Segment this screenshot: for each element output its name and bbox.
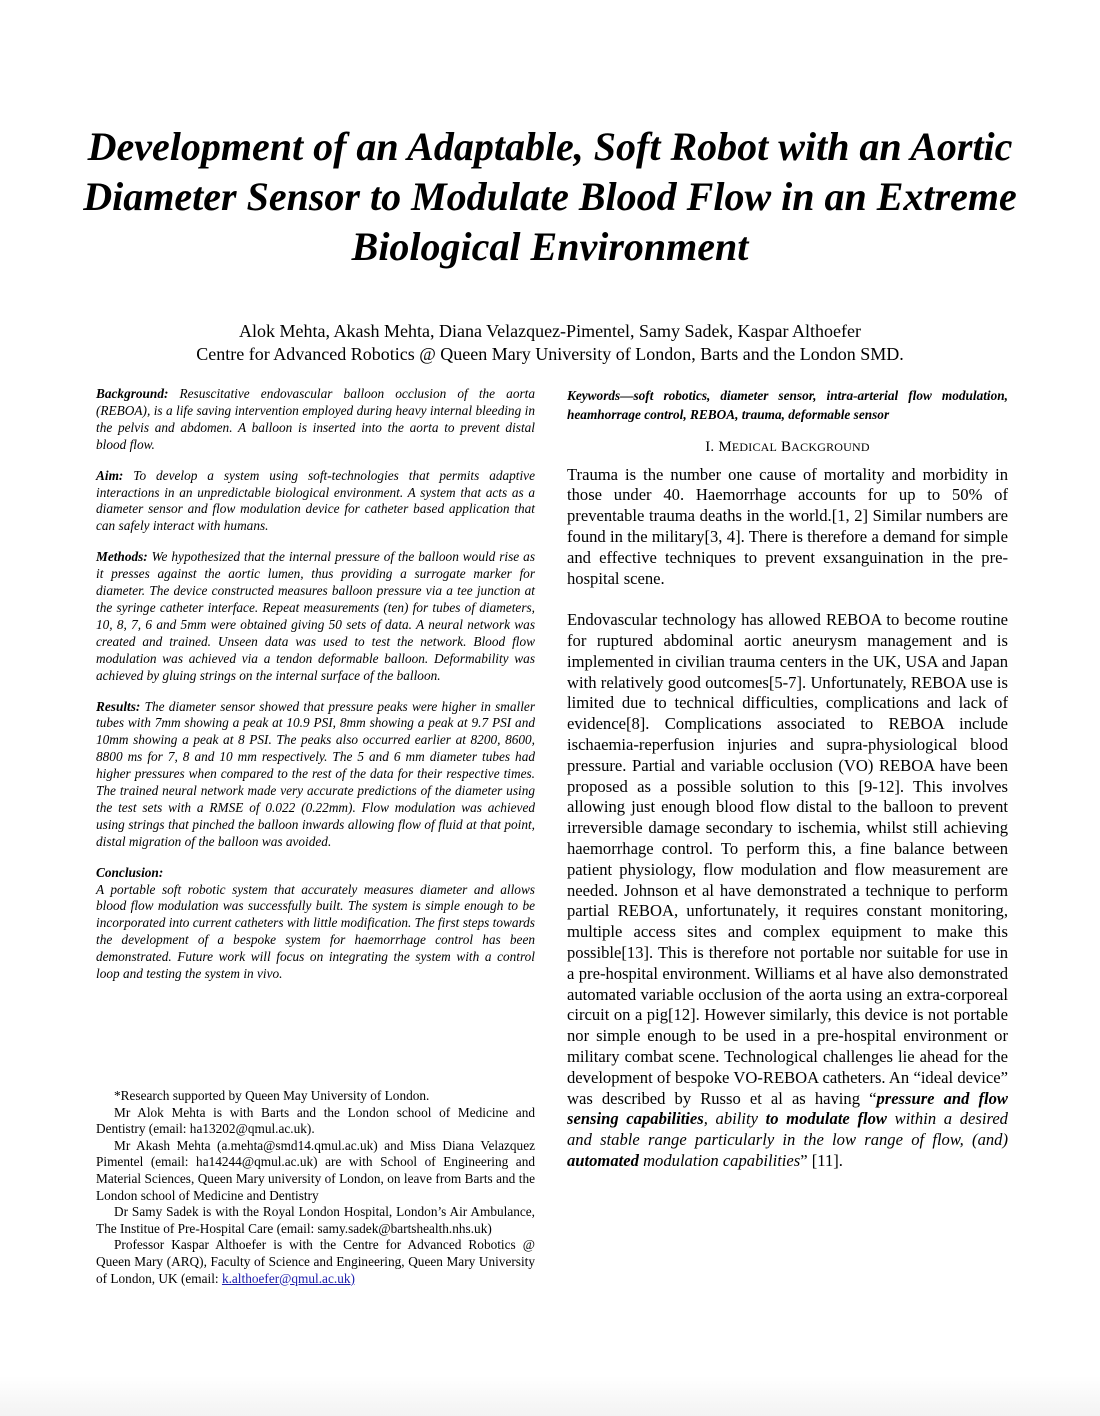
footnote-alok: Mr Alok Mehta is with Barts and the London school of Medicine and Dentistry (email: ha13202@qmul.ac.uk). — [96, 1104, 535, 1137]
footnote-kaspar — [96, 1237, 535, 1287]
main-column — [567, 386, 1008, 1192]
abstract-conclusion-label: Conclusion: — [96, 864, 164, 880]
abstract — [96, 386, 535, 997]
quote-italic-3: modulation capabilities — [638, 1150, 801, 1170]
abstract-aim-text: To develop a system using soft-technologies that permits adaptive interactions in an unpredictable biological environment. A system that acts as a diameter sensor and flow modulation device for catheter based application that can safely interact with humans. — [96, 467, 535, 534]
author-affiliation: Centre for Advanced Robotics @ Queen Mary University of London, Barts and the London SMD. — [196, 344, 904, 364]
section-title-word2-cap: B — [781, 438, 792, 455]
abstract-background-label: Background: — [96, 386, 169, 401]
section-numeral: I. — [705, 438, 715, 455]
abstract-results-text: The diameter sensor showed that pressure peaks were higher in smaller tubes with 7mm showing a peak at 10.9 PSI, 8mm showing a peak at 9.7 PSI and 10mm showing a peak at 8 PSI. The peaks also occurred earlier at 8200, 8600, 8800 ms for 7, 8 and 10 mm respectively. The 5 and 6 mm diameter tubes had higher pressures when compared to the rest of the data for their respective times. The trained neural network made very accurate predictions of the diameter using the test sets with a RMSE of 0.022 (0.22mm). Flow modulation was achieved using strings that pinched the balloon inwards allowing flow of fluid at that point, distal migration of the balloon was avoided. — [96, 698, 535, 849]
quote-bold-1: pressure and flow sensing capabilities — [567, 1088, 1008, 1129]
abstract-results-label: Results: — [96, 698, 141, 714]
section-heading — [567, 437, 1008, 457]
keywords: Keywords—soft robotics, diameter sensor, intra-arterial flow modulation, heamhorrage control, REBOA, trauma, deformable sensor — [567, 388, 1008, 423]
footnotes — [96, 1088, 535, 1287]
footnote-akash-diana: Mr Akash Mehta (a.mehta@smd14.qmul.ac.uk) and Miss Diana Velazquez Pimentel (email: ha14244@qmul.ac.uk) are with School of Engineering and Material Sciences, Queen Mary university of London, on leave from Barts and the London school of Medicine and Dentistry — [96, 1137, 535, 1203]
body-paragraph-2 — [567, 610, 1008, 1172]
quote-italic-2: within a desired and stable range particularly in the low range of flow, (and) — [567, 1109, 1008, 1150]
abstract-background-text: Resuscitative endovascular balloon occlusion of the aorta (REBOA), is a life saving intervention employed during heavy internal bleeding in the pelvis and abdomen. A balloon is inserted into the aorta to prevent distal blood flow. — [96, 386, 535, 452]
author-names: Alok Mehta, Akash Mehta, Diana Velazquez-Pimentel, Samy Sadek, Kaspar Althoefer — [238, 321, 861, 341]
abstract-aim — [96, 468, 535, 536]
footnote-support: *Research supported by Queen May University of London. — [114, 1088, 430, 1103]
abstract-methods-text: We hypothesized that the internal pressure of the balloon would rise as it presses against the aortic lumen, thus providing a surrogate marker for diameter. The device constructed measures balloon pressure via a tee junction at the syringe catheter interface. Repeat measurements (ten) for tubes of diameters, 10, 8, 7, 6 and 5mm were obtained giving 50 sets of data. A neural network was created and trained. Unseen data was used to test the network. Blood flow modulation was achieved via a tendon deformable balloon. Deformability was achieved by gluing strings on the internal surface of the balloon. — [96, 549, 535, 683]
page-bottom-shade — [0, 1376, 1100, 1416]
abstract-results — [96, 699, 535, 851]
section-title-word1-cap: M — [718, 438, 732, 455]
section-title-word1-rest: EDICAL — [731, 439, 778, 454]
paper-title: Development of an Adaptable, Soft Robot with an Aortic Diameter Sensor to Modulate Blood Flow in an Extreme Biological Environment — [83, 124, 1017, 269]
footnote-kaspar-email-link[interactable]: k.althoefer@qmul.ac.uk) — [221, 1270, 355, 1286]
section-title-word2-rest: ACKGROUND — [791, 439, 870, 454]
abstract-background — [96, 386, 535, 454]
abstract-conclusion — [96, 865, 535, 983]
footnote-kaspar-text: Professor Kaspar Althoefer is with the Centre for Advanced Robotics @ Queen Mary (ARQ), Faculty of Science and Engineering, Queen Mary University of London, UK (email: — [96, 1237, 535, 1286]
abstract-methods-label: Methods: — [96, 549, 148, 565]
quote-bold-2: to modulate flow — [765, 1109, 887, 1129]
abstract-aim-label: Aim: — [96, 467, 124, 483]
author-block — [40, 320, 1060, 366]
abstract-conclusion-text: A portable soft robotic system that accurately measures diameter and allows blood flow modulation was successfully built. The system is simple enough to be incorporated into current catheters with little modification. The first steps towards the development of a bespoke system for haemorrhage control has been demonstrated. Future work will focus on integrating the system with a control loop and testing the system in vivo. — [96, 881, 535, 982]
quote-bold-3: automated — [567, 1150, 639, 1170]
quote-italic-1: , ability — [703, 1109, 766, 1129]
footnote-samy: Dr Samy Sadek is with the Royal London Hospital, London’s Air Ambulance, The Institue of Pre-Hospital Care (email: samy.sadek@bartshealth.nhs.uk) — [96, 1204, 535, 1236]
body-paragraph-1: Trauma is the number one cause of mortality and morbidity in those under 40. Haemorrhage accounts for up to 50% of preventable trauma deaths in the world.[1, 2] Similar numbers are found in the military[3, 4]. There is therefore a demand for simple and effective techniques to prevent exsanguination in the pre-hospital scene. — [567, 464, 1008, 588]
quote-citation: ” [11]. — [800, 1150, 843, 1170]
body-paragraph-2-text: Endovascular technology has allowed REBOA to become routine for ruptured abdominal aortic aneurysm management and is implemented in civilian trauma centers in the UK, USA and Japan with relatively good outcomes[5-7]. Unfortunately, REBOA use is limited due to technical difficulties, complications and lack of evidence[8]. Complications associated to REBOA include ischaemia-reperfusion injuries and supra-physiological blood pressure. Partial and variable occlusion (VO) REBOA have been proposed as a possible solution to this [9-12]. This involves allowing just enough blood flow distal to the balloon to prevent irreversible damage secondary to ischemia, whilst still achieving haemorrhage control. To perform this, a fine balance between patient physiology, flow modulation and flow measurement are needed. Johnson et al have demonstrated a technique to perform partial REBOA, unfortunately, it requires constant monitoring, multiple access sites and complex equipment to make this possible[13]. This is therefore not portable nor suitable for use in a pre-hospital environment. Williams et al have also demonstrated automated variable occlusion of the aorta using an extra-corporeal circuit on a pig[12]. However similarly, this device is not portable nor simple enough to be used in a pre-hospital environment or military combat scene. Technological challenges lie ahead for the development of bespoke VO-REBOA catheters. An “ideal device” was described by Russo et al as having “ — [567, 610, 1008, 1108]
abstract-methods — [96, 549, 535, 684]
